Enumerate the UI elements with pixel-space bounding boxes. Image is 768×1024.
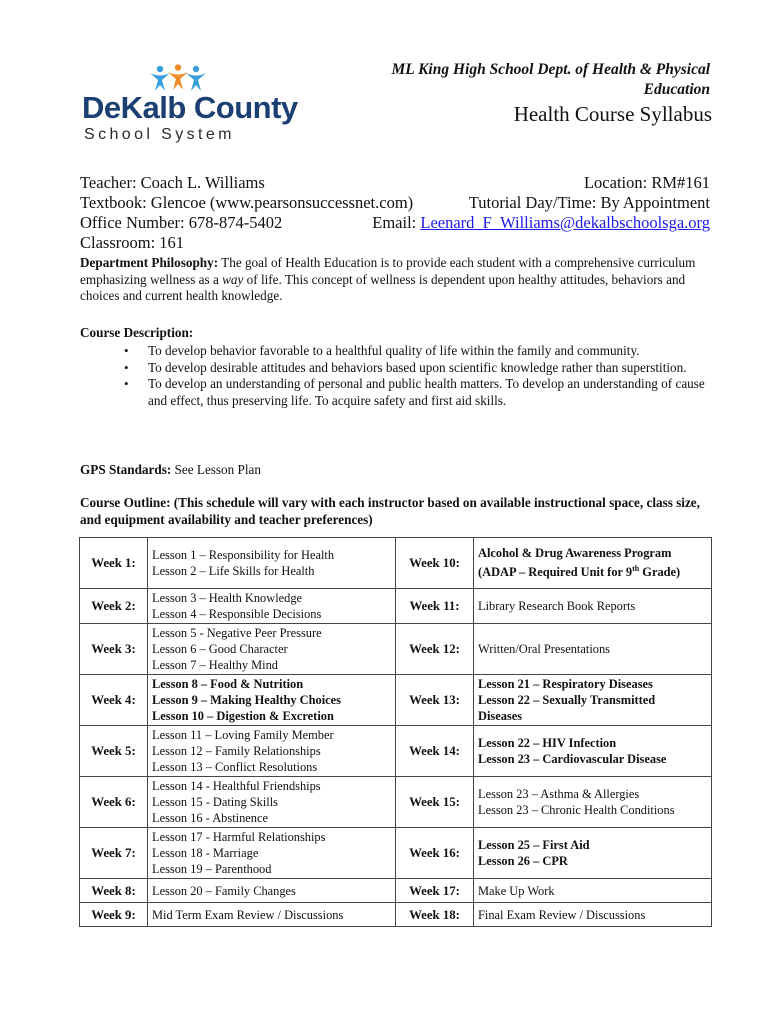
table-row bbox=[80, 675, 712, 726]
course-description-label: Course Description: bbox=[80, 325, 194, 340]
office-number-line: Office Number: 678-874-5402 bbox=[80, 213, 283, 232]
lesson-line: Library Research Book Reports bbox=[478, 599, 636, 613]
lesson-line: Final Exam Review / Discussions bbox=[478, 907, 646, 922]
lesson-line: Lesson 1 – Responsibility for Health bbox=[152, 548, 335, 562]
lesson-line: Lesson 11 – Loving Family Member bbox=[152, 728, 334, 742]
lesson-line: Lesson 21 – Respiratory Diseases bbox=[478, 677, 653, 691]
week-cell: Week 2: bbox=[80, 589, 148, 624]
gps-label: GPS Standards: bbox=[80, 462, 172, 477]
lesson-cell bbox=[474, 903, 712, 927]
dekalb-county-logo bbox=[80, 62, 298, 150]
week-cell: Week 7: bbox=[80, 828, 148, 879]
course-outline-body bbox=[80, 538, 712, 927]
classroom-line: Classroom: 161 bbox=[80, 233, 185, 252]
lesson-cell bbox=[474, 726, 712, 777]
lesson-line: Lesson 23 – Cardiovascular Disease bbox=[478, 752, 667, 766]
email-link[interactable]: Leenard_F_Williams@dekalbschoolsga.org bbox=[420, 213, 710, 232]
week-cell: Week 11: bbox=[396, 589, 474, 624]
week-cell: Week 3: bbox=[80, 624, 148, 675]
week-cell: Week 10: bbox=[396, 538, 474, 589]
logo-subtitle: School System bbox=[84, 126, 235, 143]
lesson-line: Lesson 7 – Healthy Mind bbox=[152, 658, 278, 672]
table-row bbox=[80, 726, 712, 777]
lesson-line: Lesson 18 - Marriage bbox=[152, 846, 259, 860]
lesson-line: Lesson 15 - Dating Skills bbox=[152, 795, 278, 809]
lesson-text: (ADAP – Required Unit for 9 bbox=[478, 565, 633, 580]
lesson-line: Lesson 3 – Health Knowledge bbox=[152, 591, 303, 605]
lesson-cell bbox=[474, 675, 712, 726]
school-department-title bbox=[330, 60, 710, 100]
week-cell: Week 16: bbox=[396, 828, 474, 879]
course-description-item: • To develop an understanding of personal and public health matters. To develop an understanding of cause and effect, thus preserving life. To acquire safety and first aid skills. bbox=[80, 376, 720, 409]
lesson-line: Lesson 10 – Digestion & Excretion bbox=[152, 709, 334, 723]
lesson-line: Written/Oral Presentations bbox=[478, 642, 610, 656]
lesson-line: Lesson 5 - Negative Peer Pressure bbox=[152, 626, 322, 640]
lesson-line: Lesson 20 – Family Changes bbox=[152, 883, 296, 898]
course-outline-table bbox=[79, 537, 712, 927]
lesson-line: Lesson 8 – Food & Nutrition bbox=[152, 677, 304, 691]
lesson-line: Lesson 2 – Life Skills for Health bbox=[152, 564, 315, 578]
philosophy-text-1: The goal of Health Education is to provide each student with a comprehensive curriculum emphasizing wellness as a bbox=[80, 255, 696, 287]
course-description-list bbox=[80, 343, 720, 409]
lesson-line: Lesson 17 - Harmful Relationships bbox=[152, 830, 326, 844]
gps-standards bbox=[80, 462, 720, 479]
course-description-list-wrap bbox=[80, 343, 720, 409]
table-row bbox=[80, 879, 712, 903]
table-row bbox=[80, 828, 712, 879]
week-cell: Week 15: bbox=[396, 777, 474, 828]
lesson-line: Lesson 23 – Asthma & Allergies bbox=[478, 787, 640, 801]
email-line bbox=[372, 213, 710, 233]
lesson-cell bbox=[148, 777, 396, 828]
week-cell: Week 8: bbox=[80, 879, 148, 903]
lesson-line: Lesson 13 – Conflict Resolutions bbox=[152, 760, 318, 774]
lesson-line: Lesson 19 – Parenthood bbox=[152, 862, 272, 876]
lesson-cell bbox=[148, 828, 396, 879]
week-cell: Week 14: bbox=[396, 726, 474, 777]
lesson-cell bbox=[474, 624, 712, 675]
lesson-line: Lesson 4 – Responsible Decisions bbox=[152, 607, 322, 621]
table-row bbox=[80, 903, 712, 927]
course-title: Health Course Syllabus bbox=[513, 102, 712, 126]
lesson-line: Lesson 9 – Making Healthy Choices bbox=[152, 693, 341, 707]
week-cell: Week 1: bbox=[80, 538, 148, 589]
lesson-line bbox=[478, 561, 707, 580]
week-cell: Week 4: bbox=[80, 675, 148, 726]
lesson-line: Diseases bbox=[478, 709, 523, 723]
lesson-line: Alcohol & Drug Awareness Program bbox=[478, 546, 672, 561]
lesson-cell bbox=[148, 879, 396, 903]
week-cell: Week 9: bbox=[80, 903, 148, 927]
lesson-cell bbox=[474, 589, 712, 624]
location-line: Location: RM#161 bbox=[583, 173, 710, 192]
week-cell: Week 5: bbox=[80, 726, 148, 777]
philosophy-italic: way bbox=[222, 271, 244, 287]
week-cell: Week 12: bbox=[396, 624, 474, 675]
table-row bbox=[80, 589, 712, 624]
lesson-cell bbox=[474, 828, 712, 879]
textbook-line: Textbook: Glencoe (www.pearsonsuccessnet.com) bbox=[80, 193, 414, 212]
lesson-line: Lesson 22 – Sexually Transmitted bbox=[478, 693, 656, 707]
ordinal-suffix: th bbox=[632, 564, 640, 574]
lesson-line: Lesson 22 – HIV Infection bbox=[478, 736, 617, 750]
lesson-line: Make Up Work bbox=[478, 883, 555, 898]
lesson-line: Mid Term Exam Review / Discussions bbox=[152, 907, 344, 922]
table-row bbox=[80, 624, 712, 675]
gps-text: See Lesson Plan bbox=[171, 462, 261, 477]
course-outline-heading: Course Outline: (This schedule will vary with each instructor based on available instructional space, class size, and equipment availability and teacher preferences) bbox=[80, 495, 700, 527]
week-cell: Week 6: bbox=[80, 777, 148, 828]
logo-wordmark: DeKalb County bbox=[82, 90, 298, 125]
tutorial-line: Tutorial Day/Time: By Appointment bbox=[468, 193, 710, 212]
lesson-line: Lesson 26 – CPR bbox=[478, 854, 568, 868]
course-description-item: • To develop desirable attitudes and behaviors based upon scientific knowledge rather than superstition. bbox=[80, 360, 720, 377]
table-row bbox=[80, 777, 712, 828]
week-cell: Week 17: bbox=[396, 879, 474, 903]
lesson-cell bbox=[474, 538, 712, 589]
email-label: Email: bbox=[372, 213, 417, 232]
lesson-line: Lesson 6 – Good Character bbox=[152, 642, 288, 656]
philosophy-text-2: of life. This concept of wellness is dependent upon healthy attitudes, behaviors and choices and current health knowledge. bbox=[80, 271, 686, 303]
lesson-line: Lesson 23 – Chronic Health Conditions bbox=[478, 803, 675, 817]
philosophy-label: Department Philosophy: bbox=[80, 255, 219, 270]
lesson-line: Lesson 25 – First Aid bbox=[478, 838, 590, 852]
department-philosophy bbox=[80, 255, 720, 305]
teacher-line: Teacher: Coach L. Williams bbox=[80, 173, 265, 192]
lesson-cell bbox=[148, 726, 396, 777]
week-cell: Week 18: bbox=[396, 903, 474, 927]
lesson-text: Grade) bbox=[639, 565, 681, 580]
lesson-line: Lesson 14 - Healthful Friendships bbox=[152, 779, 321, 793]
school-title-line2: Education bbox=[643, 81, 710, 98]
lesson-line: Lesson 16 - Abstinence bbox=[152, 811, 268, 825]
course-description-item: • To develop behavior favorable to a healthful quality of life within the family and community. bbox=[80, 343, 720, 360]
lesson-cell bbox=[148, 903, 396, 927]
lesson-line: Lesson 12 – Family Relationships bbox=[152, 744, 321, 758]
lesson-cell bbox=[148, 538, 396, 589]
lesson-cell bbox=[148, 675, 396, 726]
table-row bbox=[80, 538, 712, 589]
lesson-cell bbox=[474, 879, 712, 903]
week-cell: Week 13: bbox=[396, 675, 474, 726]
lesson-cell bbox=[148, 624, 396, 675]
lesson-cell bbox=[148, 589, 396, 624]
lesson-cell bbox=[474, 777, 712, 828]
school-title-line1: ML King High School Dept. of Health & Physical bbox=[391, 61, 710, 78]
